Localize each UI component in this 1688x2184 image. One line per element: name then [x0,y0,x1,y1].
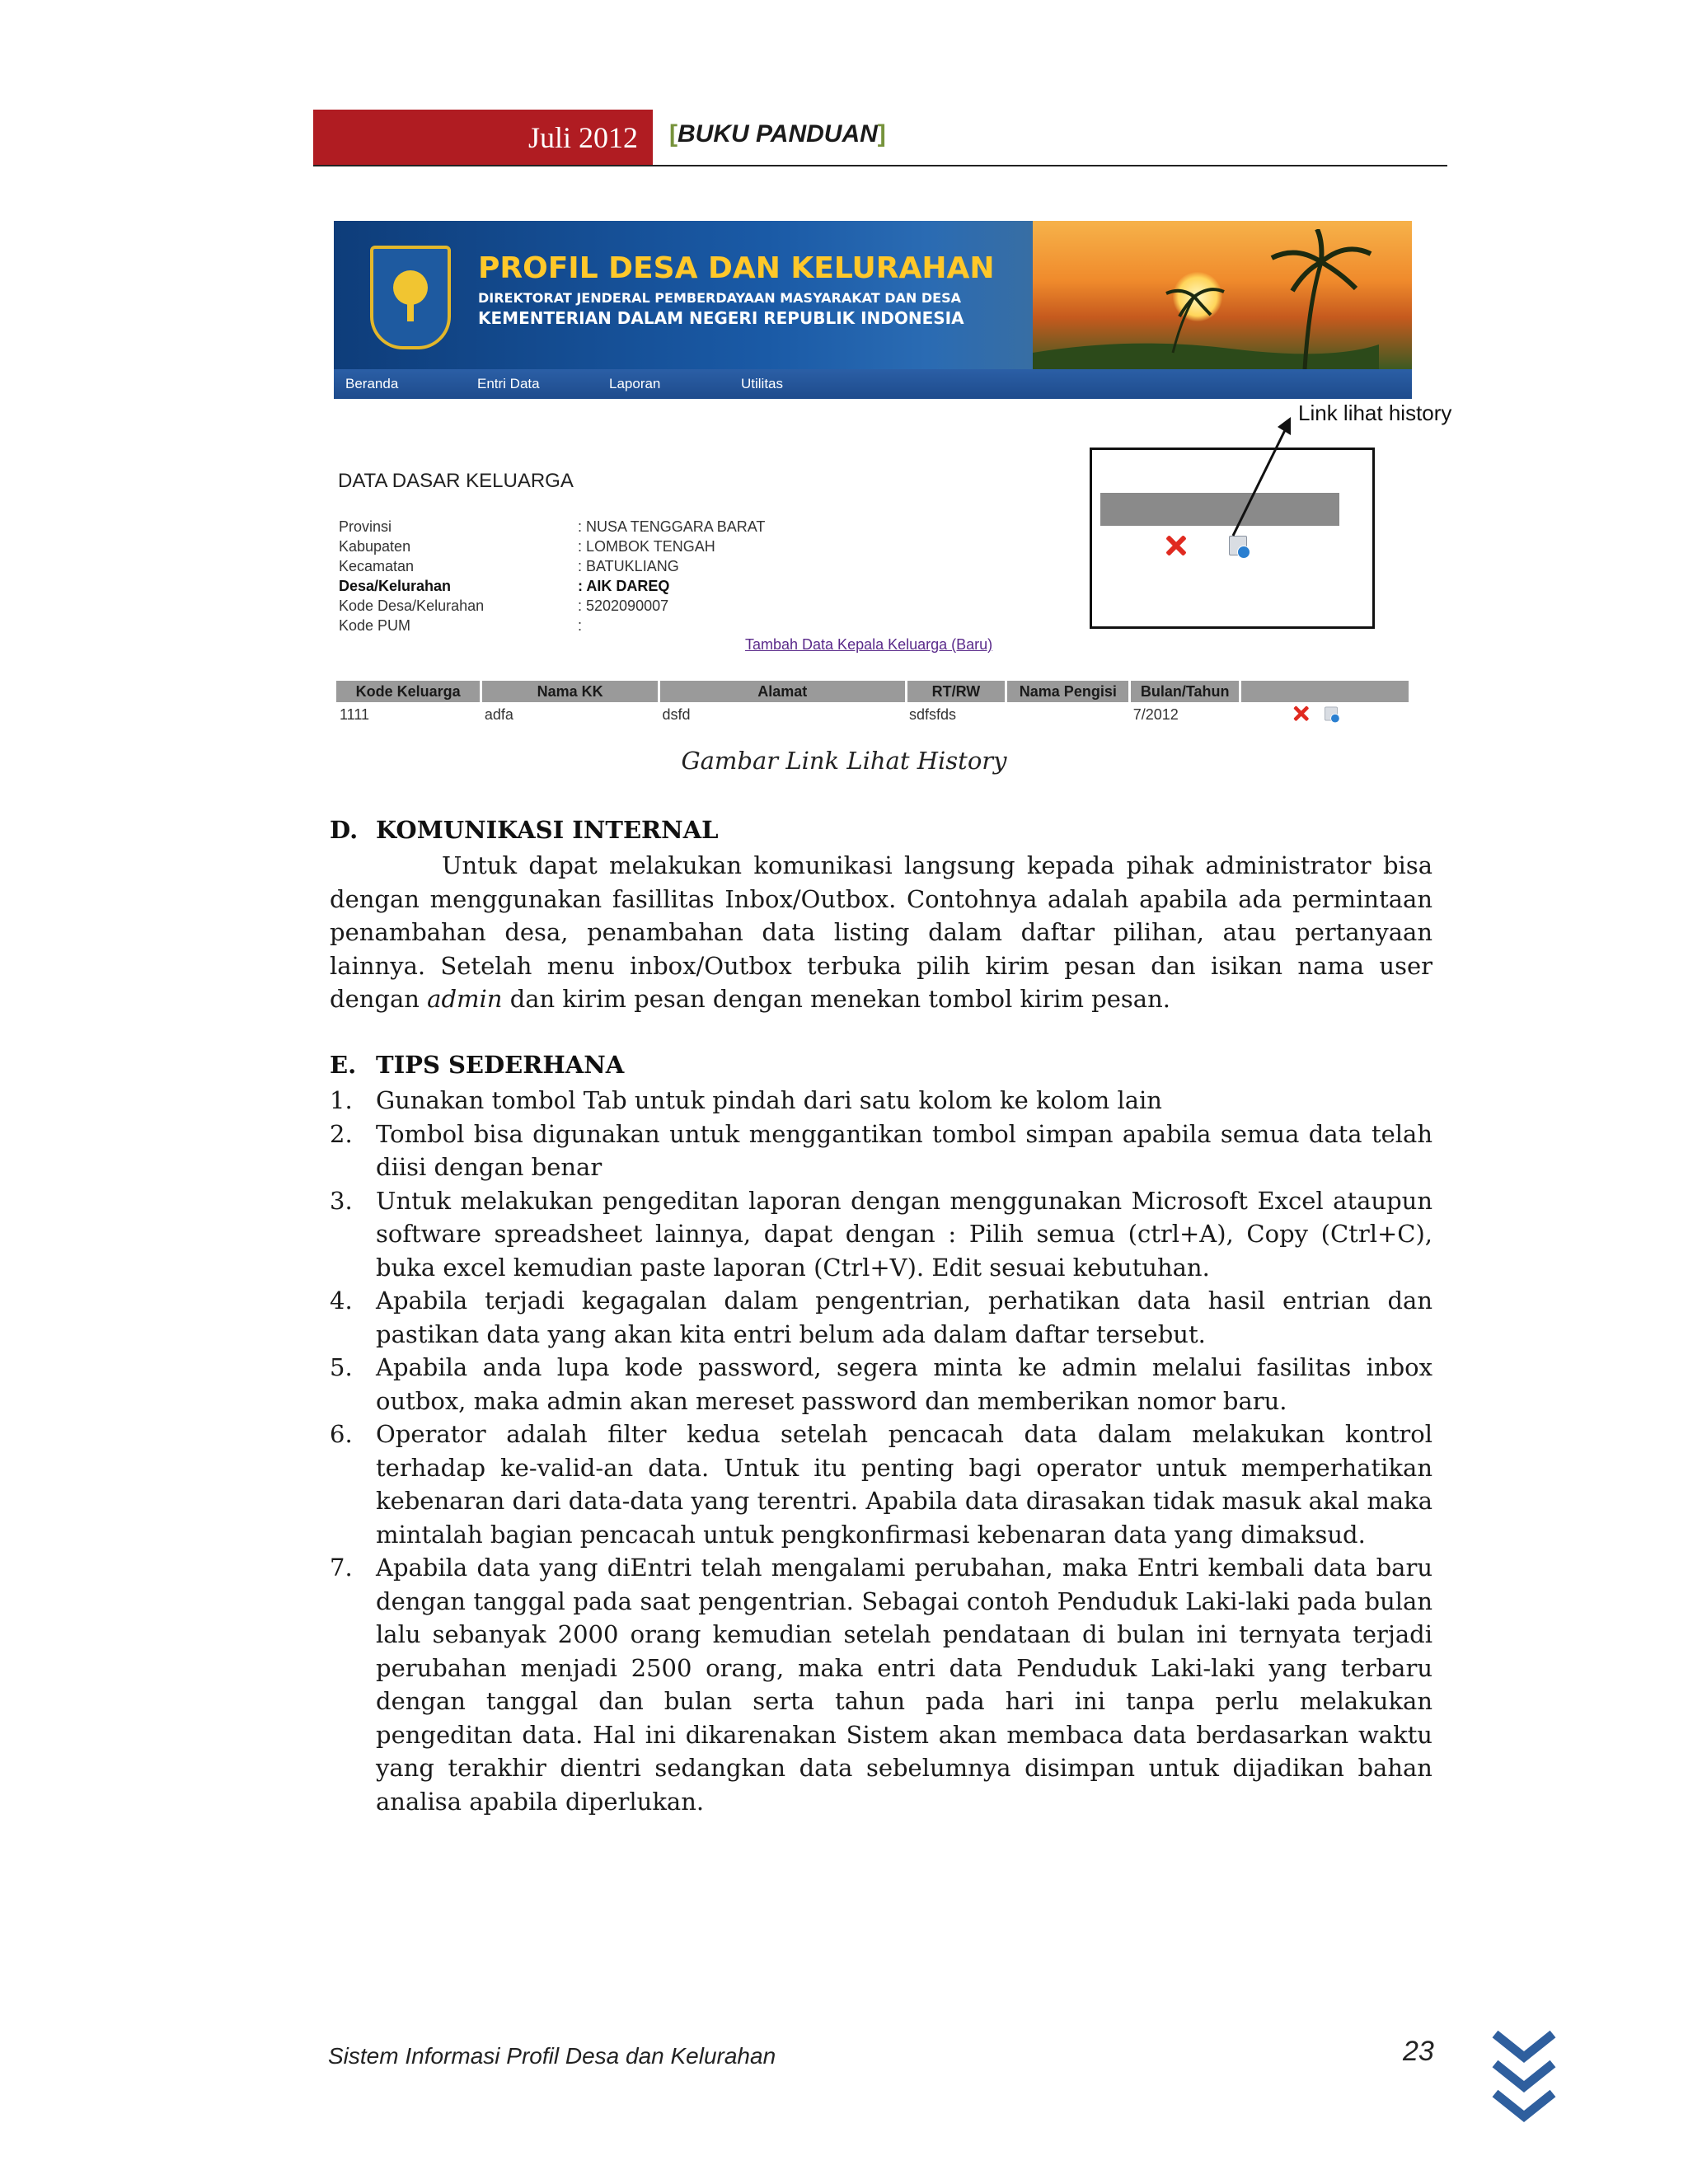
field-row [339,617,907,637]
field-row [339,578,907,598]
field-row [339,558,907,578]
form-title: DATA DASAR KELUARGA [338,470,574,492]
field-value: : NUSA TENGGARA BARAT [578,518,766,535]
column-header: Alamat [659,681,906,702]
row-actions [1240,702,1410,728]
list-number: 6. [330,1420,353,1448]
list-text: Apabila terjadi kegagalan dalam pengentrian, perhatikan data hasil entrian dan pastikan data yang akan kita entri belum ada dalam daftar tersebut. [376,1286,1432,1348]
field-value: : [578,617,583,634]
list-item [330,1418,1432,1551]
section-heading [330,816,719,844]
page-number: 23 [1403,2036,1434,2067]
field-label: Kode PUM [339,617,411,634]
field-label: Desa/Kelurahan [339,578,452,594]
list-item [330,1284,1432,1351]
ministry-logo-icon [370,246,451,349]
add-family-link[interactable]: Tambah Data Kepala Keluarga (Baru) [745,636,993,653]
field-value: : LOMBOK TENGAH [578,538,715,555]
list-item [330,1184,1432,1285]
header-rule [313,165,1447,166]
field-label: Kode Desa/Kelurahan [339,598,485,614]
list-number: 4. [330,1286,353,1315]
field-row [339,538,907,558]
nav-item-laporan[interactable]: Laporan [609,376,661,391]
list-text: Apabila data yang diEntri telah mengalami perubahan, maka Entri kembali data baru dengan tanggal pada saat pengentrian. Sebagai contoh Penduduk Laki-laki pada bulan lalu sebanyak 2000 orang kemudian setelah pendataan di bulan ini ternyata terjadi perubahan menjadi 2500 orang, maka entri data Penduduk Laki-laki yang terbaru dengan tanggal dan bulan serta tahun pada hari ini tanpa perlu melakukan pengeditan data. Hal ini dikarenakan Sistem akan membaca data berdasarkan waktu yang terakhir dientri sedangkan data sebelumnya disimpan untuk dijadikan bahan analisa apabila diperlukan. [376,1554,1432,1816]
zoomed-header-bar [1100,493,1339,526]
header-bracket-close: ] [877,120,886,148]
field-label: Provinsi [339,518,392,535]
nav-item-entri-data[interactable]: Entri Data [477,376,540,391]
banner-title: PROFIL DESA DAN KELURAHAN [478,251,995,285]
banner-subtitle-2: KEMENTERIAN DALAM NEGERI REPUBLIK INDONESIA [478,308,964,328]
banner-subtitle-1: DIREKTORAT JENDERAL PEMBERDAYAAN MASYARAKAT DAN DESA [478,290,961,306]
column-header [1240,681,1410,702]
list-number: 1. [330,1086,353,1114]
history-icon[interactable] [1229,536,1247,555]
tips-list [330,1084,1432,1818]
paragraph-emphasis: admin [427,985,503,1013]
list-number: 2. [330,1119,353,1148]
field-row [339,518,907,538]
list-text: Tombol bisa digunakan untuk menggantikan tombol simpan apabila semua data telah diisi dengan benar [376,1119,1432,1181]
table-cell: adfa [484,706,513,723]
family-table [336,681,1411,728]
table-cell [1006,702,1130,728]
section-letter: D. [330,816,359,844]
app-banner [334,221,1412,399]
field-value: : 5202090007 [578,598,669,614]
nav-item-beranda[interactable]: Beranda [345,376,399,391]
column-header: Nama Pengisi [1006,681,1130,702]
nav-item-utilitas[interactable]: Utilitas [741,376,784,391]
footer-text: Sistem Informasi Profil Desa dan Kelurahan [328,2043,776,2069]
figure-caption: Gambar Link Lihat History [681,747,1007,775]
list-number: 3. [330,1186,353,1215]
section-heading [330,1051,624,1079]
history-icon[interactable] [1325,707,1337,721]
section-title: KOMUNIKASI INTERNAL [376,816,719,844]
field-row [339,598,907,617]
header-bracket-open: [ [669,120,678,148]
list-item [330,1351,1432,1418]
header-title-text: BUKU PANDUAN [678,120,878,148]
list-item [330,1551,1432,1818]
table-cell: 1111 [340,706,370,723]
palm-trees-image [1033,229,1379,369]
list-number: 7. [330,1554,353,1582]
section-title: TIPS SEDERHANA [376,1051,625,1079]
table-cell: dsfd [662,706,691,723]
paragraph-text: Untuk dapat melakukan komunikasi langsung kepada pihak administrator bisa dengan menggunakan fasillitas Inbox/Outbox. Contohnya adalah apabila ada permintaan penambahan desa, penambahan data listing dalam daftar pilihan, atau pertanyaan lainnya. Setelah menu inbox/Outbox terbuka pilih kirim pesan dan isikan nama user dengan [330,851,1432,1013]
list-text: Apabila anda lupa kode password, segera minta ke admin melalui fasilitas inbox outbox, maka admin akan mereset password dan memberikan nomor baru. [376,1353,1432,1415]
delete-icon[interactable] [1292,705,1309,721]
header-date: Juli 2012 [313,110,653,166]
field-label: Kabupaten [339,538,411,555]
list-text: Operator adalah filter kedua setelah pencacah data dalam melakukan kontrol terhadap ke-valid-an data. Untuk itu penting bagi operator untuk memperhatikan kebenaran dari data-data yang terentri. Apabila data dirasakan tidak masuk akal maka mintalah bagian pencacah untuk pengkonfirmasi kebenaran data yang dimaksud. [376,1420,1432,1549]
table-cell: sdfsfds [909,706,957,723]
table-cell: 7/2012 [1132,706,1179,723]
list-number: 5. [330,1353,353,1381]
column-header: Kode Keluarga [336,681,481,702]
column-header: Bulan/Tahun [1130,681,1240,702]
field-value: : AIK DAREQ [578,578,670,594]
table-header-row [336,681,1410,702]
field-label: Kecamatan [339,558,415,574]
chevron-down-icon [1490,2027,1558,2125]
table-row [336,702,1410,728]
paragraph-text: dan kirim pesan dengan menekan tombol kirim pesan. [509,985,1170,1013]
column-header: Nama KK [481,681,659,702]
list-text: Gunakan tombol Tab untuk pindah dari satu kolom ke kolom lain [376,1086,1162,1114]
annotation-label: Link lihat history [1298,401,1452,425]
list-item [330,1084,1432,1118]
section-letter: E. [330,1051,357,1079]
delete-icon[interactable] [1165,534,1186,555]
field-value: : BATUKLIANG [578,558,679,574]
annotation-zoom-box [1090,448,1375,629]
nav-bar [334,369,1412,399]
list-text: Untuk melakukan pengeditan laporan dengan menggunakan Microsoft Excel ataupun software spreadsheet lainnya, dapat dengan : Pilih semua (ctrl+A), Copy (Ctrl+C), buka excel kemudian paste laporan (Ctrl+V). Edit sesuai kebutuhan. [376,1186,1432,1282]
column-header: RT/RW [906,681,1006,702]
section-paragraph [330,849,1432,1016]
form-fields [339,518,907,637]
list-item [330,1118,1432,1184]
header-title [669,120,886,148]
